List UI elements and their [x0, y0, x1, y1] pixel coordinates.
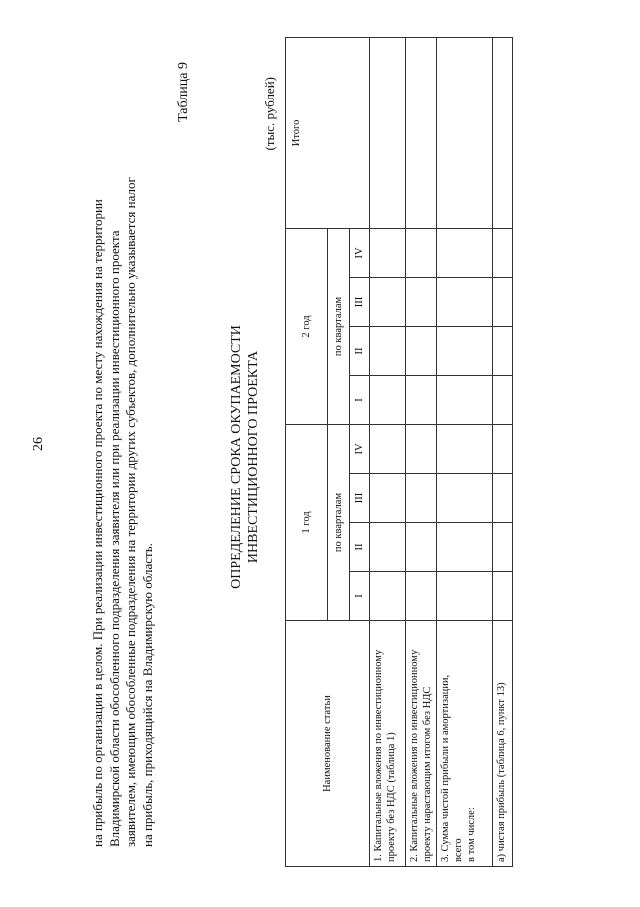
- intro-line: на прибыль, приходящийся на Владимирскую область.: [139, 543, 155, 847]
- table-row: [493, 37, 513, 866]
- quarter-header: II: [350, 523, 370, 572]
- table-row: [406, 37, 437, 866]
- quarter-header: III: [350, 474, 370, 523]
- table-cell: [370, 277, 406, 326]
- table-cell: [437, 474, 493, 523]
- table-cell: [370, 474, 406, 523]
- table-cell: [493, 523, 513, 572]
- row-label: [437, 621, 493, 867]
- quarter-header: IV: [350, 424, 370, 473]
- table-cell: [406, 474, 437, 523]
- row-label: а) чистая прибыль (таблица 6, пункт 13): [493, 621, 513, 867]
- title-line: ИНВЕСТИЦИОННОГО ПРОЕКТА: [246, 350, 261, 564]
- table-cell: [406, 572, 437, 621]
- quarter-header: IV: [350, 228, 370, 277]
- intro-line: на прибыль по организации в целом. При реализации инвестиционного проекта по месту нахождения на территории: [90, 199, 105, 847]
- column-header-by-quarters: по кварталам: [328, 228, 350, 424]
- column-header-year-1: 1 год: [286, 424, 328, 620]
- table-cell: [493, 424, 513, 473]
- quarter-header: III: [350, 277, 370, 326]
- table-cell: [437, 572, 493, 621]
- row-label: 1. Капитальные вложения по инвестиционному проекту без НДС (таблица 1): [370, 621, 406, 867]
- table-cell: [370, 572, 406, 621]
- column-header-name: Наименование статьи: [286, 621, 370, 867]
- table-cell: [370, 326, 406, 375]
- table-cell: [406, 37, 437, 228]
- table-row: [437, 37, 493, 866]
- table-cell: [406, 277, 437, 326]
- column-header-total: Итого: [286, 37, 370, 228]
- table-cell: [406, 375, 437, 424]
- document-title: [228, 157, 262, 757]
- intro-line: заявителем, имеющим обособленные подразделения на территории других субъектов, дополнительно указывается налог: [123, 177, 139, 847]
- table-cell: [493, 37, 513, 228]
- table-cell: [406, 228, 437, 277]
- units-label: (тыс. рублей): [262, 77, 277, 151]
- column-header-by-quarters: по кварталам: [328, 424, 350, 620]
- table-cell: [437, 523, 493, 572]
- table-cell: [370, 523, 406, 572]
- table-cell: [370, 424, 406, 473]
- table-cell: [370, 37, 406, 228]
- table-cell: [493, 375, 513, 424]
- intro-line: Владимирской области обособленного подразделения заявителя или при реализации инвестиционного проекта: [106, 230, 122, 847]
- table-cell: [493, 572, 513, 621]
- table-cell: [437, 424, 493, 473]
- table-cell: [493, 228, 513, 277]
- row-label: 2. Капитальные вложения по инвестиционному проекту нарастающим итогом без НДС: [406, 621, 437, 867]
- column-header-year-2: 2 год: [286, 228, 328, 424]
- table-cell: [370, 375, 406, 424]
- table-cell: [370, 228, 406, 277]
- quarter-header: II: [350, 326, 370, 375]
- quarter-header: I: [350, 375, 370, 424]
- table-cell: [437, 326, 493, 375]
- payback-table: [285, 37, 513, 867]
- table-caption: Таблица 9: [176, 62, 191, 122]
- intro-paragraph: [90, 49, 156, 847]
- table-cell: [493, 474, 513, 523]
- page-number: 26: [31, 437, 46, 451]
- table-cell: [437, 375, 493, 424]
- table-row: [370, 37, 406, 866]
- table-cell: [406, 523, 437, 572]
- row-label-line: всего: [453, 838, 464, 862]
- table-cell: [406, 326, 437, 375]
- row-label-line: 3. Сумма чистой прибыли и амортизации,: [440, 674, 451, 862]
- quarter-header: I: [350, 572, 370, 621]
- table-cell: [493, 277, 513, 326]
- table-cell: [437, 37, 493, 228]
- table-cell: [406, 424, 437, 473]
- table-cell: [493, 326, 513, 375]
- header-row-years: [286, 37, 328, 866]
- table-cell: [437, 228, 493, 277]
- table-cell: [437, 277, 493, 326]
- title-line: ОПРЕДЕЛЕНИЕ СРОКА ОКУПАЕМОСТИ: [229, 325, 244, 589]
- row-label-line: в том числе:: [466, 807, 477, 862]
